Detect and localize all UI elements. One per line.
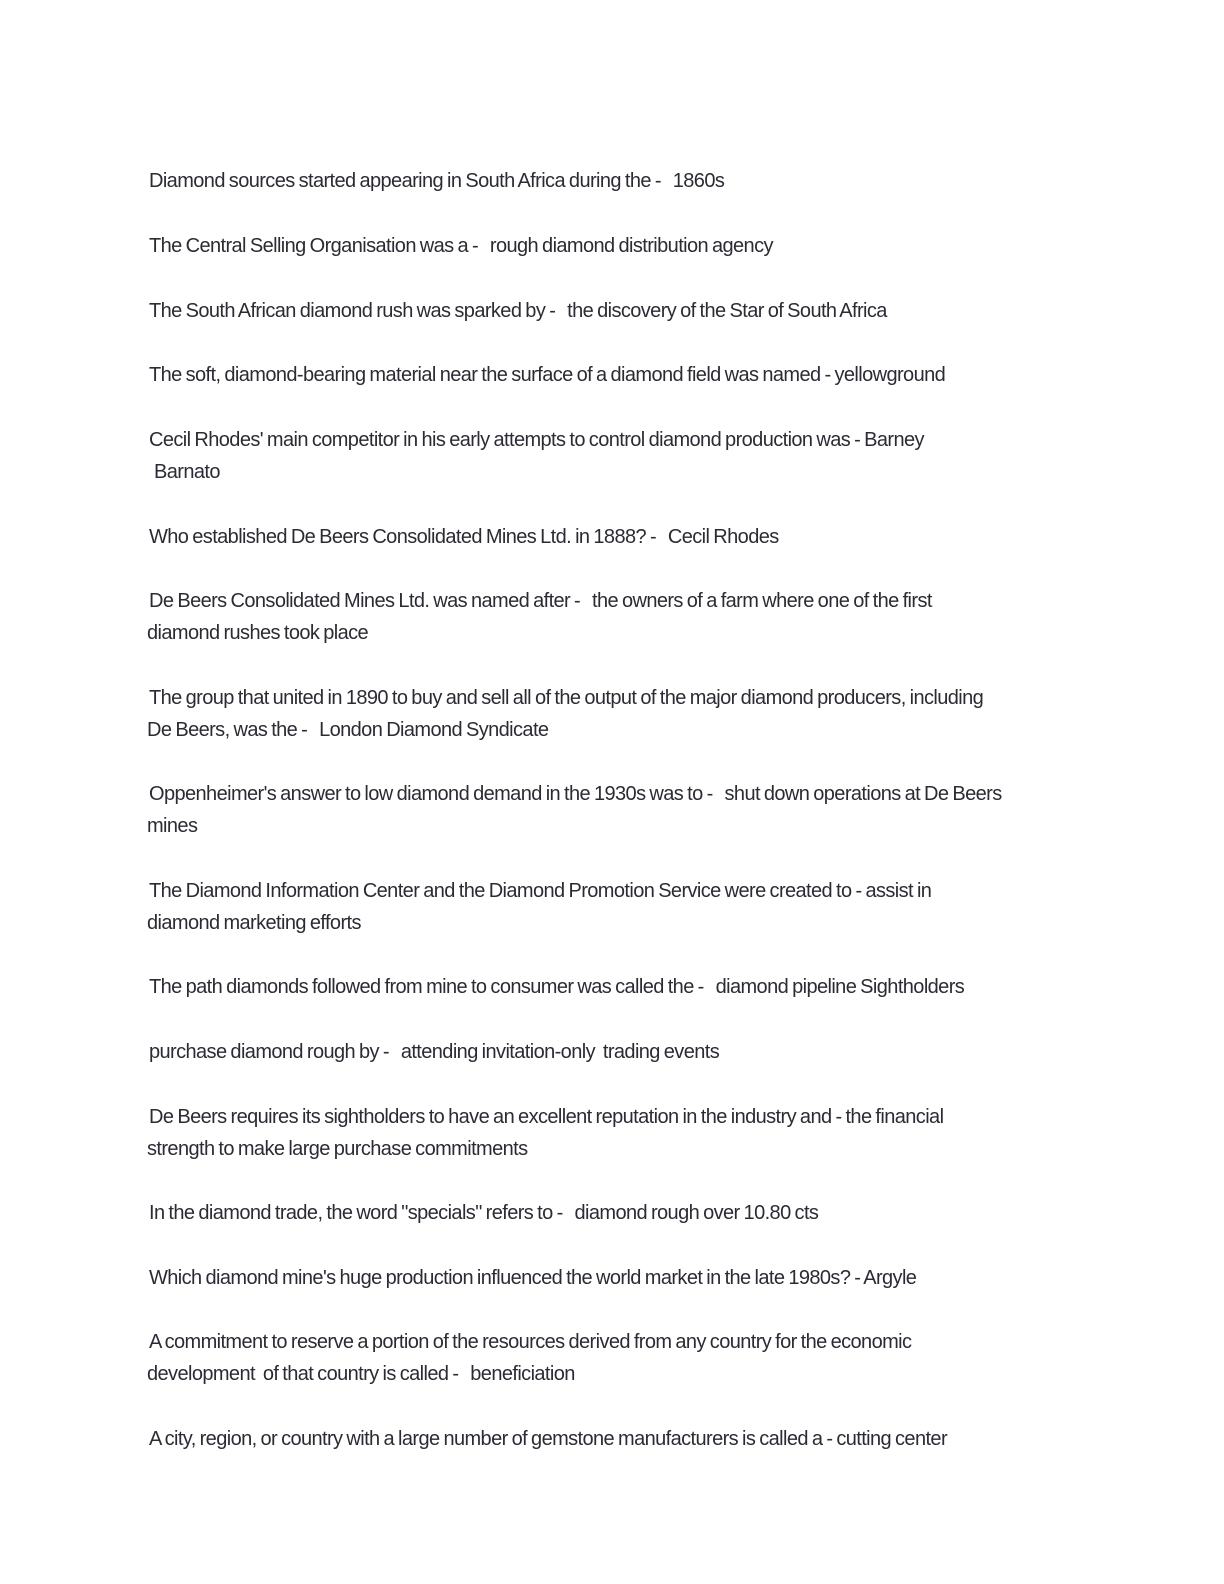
text-line: De Beers requires its sightholders to have an excellent reputation in the industry and - the financial bbox=[149, 1106, 944, 1128]
text-line: The South African diamond rush was sparked by - the discovery of the Star of South Africa bbox=[149, 300, 887, 322]
text-line: The group that united in 1890 to buy and sell all of the output of the major diamond producers, including bbox=[149, 687, 984, 709]
text-line: Which diamond mine's huge production influenced the world market in the late 1980s? - Argyle bbox=[149, 1267, 917, 1289]
text-line: De Beers Consolidated Mines Ltd. was named after - the owners of a farm where one of the first bbox=[149, 590, 932, 612]
text-line: The path diamonds followed from mine to consumer was called the - diamond pipeline Sightholders bbox=[149, 976, 965, 998]
text-line: Oppenheimer's answer to low diamond demand in the 1930s was to - shut down operations at De Beers bbox=[149, 783, 1002, 805]
text-line: A commitment to reserve a portion of the resources derived from any country for the economic bbox=[149, 1331, 912, 1353]
text-line: development of that country is called - beneficiation bbox=[147, 1363, 575, 1385]
text-line: Barnato bbox=[154, 461, 220, 483]
text-line: A city, region, or country with a large number of gemstone manufacturers is called a - cutting center bbox=[149, 1428, 948, 1450]
text-line: diamond rushes took place bbox=[147, 622, 369, 644]
text-line: The Diamond Information Center and the Diamond Promotion Service were created to - assist in bbox=[149, 880, 932, 902]
text-line: Diamond sources started appearing in South Africa during the - 1860s bbox=[149, 170, 725, 192]
text-line: Who established De Beers Consolidated Mines Ltd. in 1888? - Cecil Rhodes bbox=[149, 526, 779, 548]
text-line: De Beers, was the - London Diamond Syndicate bbox=[147, 719, 549, 741]
text-line: purchase diamond rough by - attending invitation-only trading events bbox=[149, 1041, 720, 1063]
text-line: diamond marketing efforts bbox=[147, 912, 361, 934]
text-line: The Central Selling Organisation was a - rough diamond distribution agency bbox=[149, 235, 773, 257]
text-line: strength to make large purchase commitments bbox=[147, 1138, 528, 1160]
text-line: The soft, diamond-bearing material near the surface of a diamond field was named - yellowground bbox=[149, 364, 946, 386]
text-line: mines bbox=[147, 815, 198, 837]
text-line: In the diamond trade, the word "specials" refers to - diamond rough over 10.80 cts bbox=[149, 1202, 819, 1224]
text-line: Cecil Rhodes' main competitor in his early attempts to control diamond production was - Barney bbox=[149, 429, 924, 451]
